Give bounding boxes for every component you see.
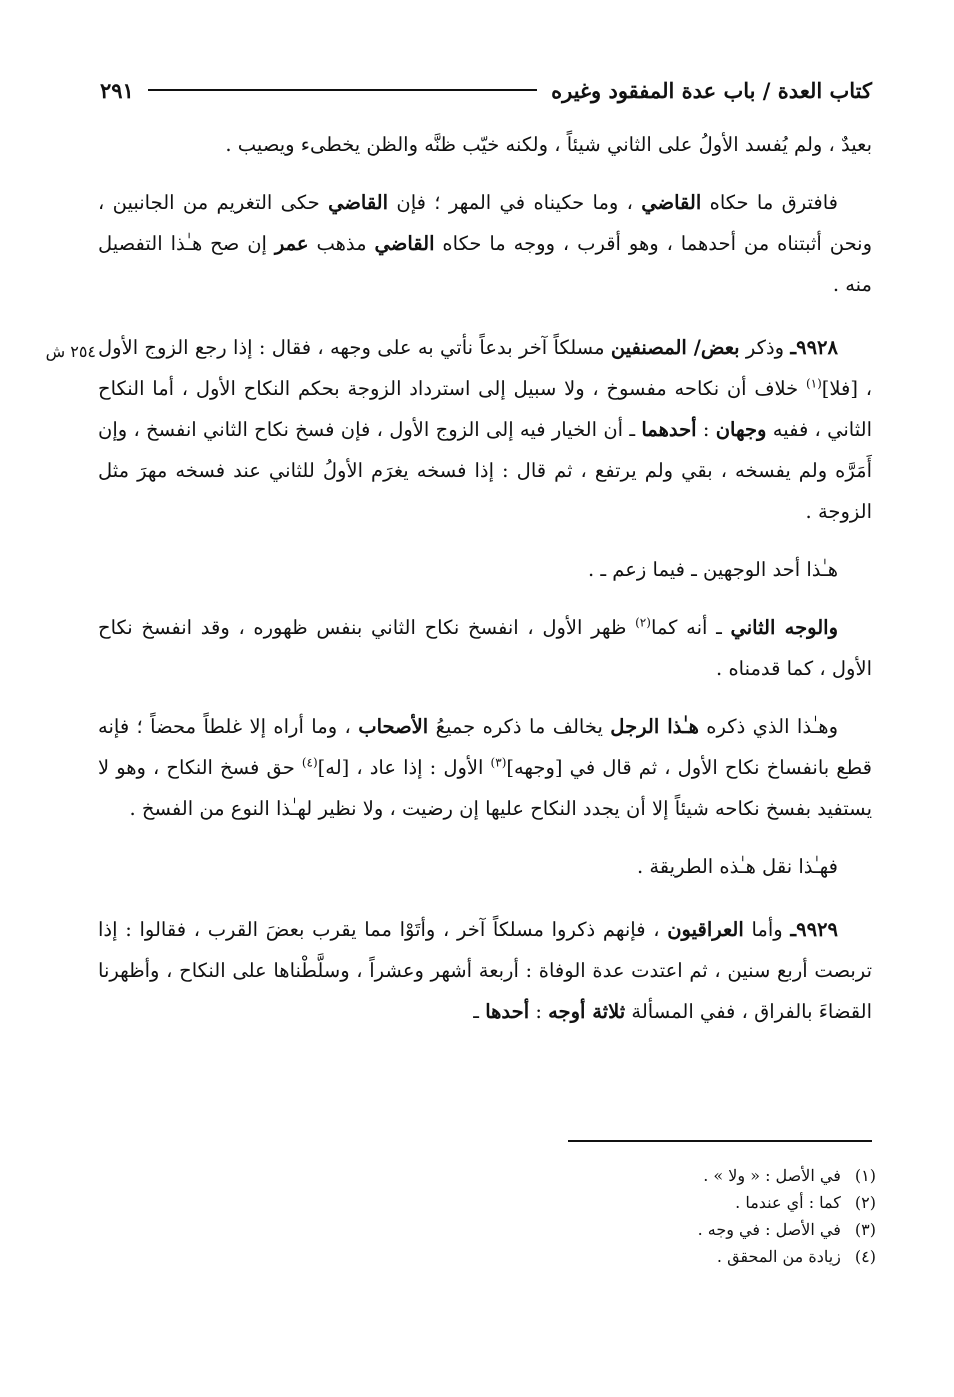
footnote-number: (٢) [854, 1193, 876, 1212]
bold-term: القاضي [641, 191, 702, 214]
footnote [420, 1243, 876, 1270]
footnote [420, 1189, 876, 1216]
footnote [420, 1162, 876, 1189]
footnote-number: (٣) [854, 1220, 876, 1239]
footnote-text: كما : أي عندما . [735, 1193, 841, 1212]
footnote-ref[interactable]: (٤) [301, 755, 318, 770]
bold-term: العراقيون [667, 918, 744, 941]
footnote-number: (٤) [854, 1247, 876, 1266]
main-text [98, 124, 872, 1049]
footnote-text: في الأصل : في وجه . [697, 1220, 841, 1239]
bold-term: ثلاثة أوجه [548, 1000, 626, 1023]
bold-term: القاضي [374, 232, 435, 255]
bold-term: أحدها [485, 1000, 530, 1023]
bold-term: هـٰذا الرجل [610, 715, 699, 738]
paragraph: فافترق ما حكاه القاضي ، وما حكيناه في المهر ؛ فإن القاضي حكى التغريم من الجانبين ، ونحن أثبتناه من أحدهما ، وهو أقرب ، ووجه ما حكاه القاضي مذهب عمر إن صح هـٰذا التفصيل منه . [98, 191, 872, 296]
footnote [420, 1216, 876, 1243]
bold-term: الأصحاب [358, 715, 429, 738]
footnote-ref[interactable]: (١) [805, 376, 822, 391]
issue-number: ٩٩٢٩ـ [790, 918, 838, 941]
bold-term: أحدهما [641, 418, 697, 441]
paragraph: وهـٰذا الذي ذكره هـٰذا الرجل يخالف ما ذكره جميعُ الأصحاب ، وما أراه إلا غلطاً محضاً ؛ فإنه قطع بانفساخ نكاح الأول ، ثم قال في [وجهه]$^{(٣)}$ الأول : إذا عاد ، [له]$^{(٤)}$ حق فسخ النكاح ، وهو لا يستفيد بفسخ نكاحه شيئاً إلا أن يجدد النكاح عليها إن رضيت ، ولا نظير لهـٰذا النوع من الفسخ . [98, 715, 872, 820]
footnote-text: زيادة من المحقق . [716, 1247, 841, 1266]
paragraph: ٩٩٢٩ـ وأما العراقيون ، فإنهم ذكروا مسلكاً آخر ، وأتَوْا مما يقرب بعضَ القرب ، فقالوا : إذا تربصت أربع سنين ، ثم اعتدت عدة الوفاة : أربعة أشهر وعشراً ، وسلَّطْناها على النكاح ، وأظهرنا القضاءَ بالفراق ، ففي المسألة ثلاثة أوجه : أحدها ـ [98, 918, 872, 1023]
margin-manuscript-ref: ٢٥٤ ش [45, 342, 96, 361]
bold-term: عمر [274, 232, 309, 255]
paragraph: بعيدٌ ، ولم يُفسد الأولُ على الثاني شيئاً ، ولكنه خيّب ظنَّه والظن يخطىء ويصيب . [225, 133, 872, 156]
paragraph: والوجه الثاني ـ أنه كما$^{(٢)}$ ظهر الأول ، انفسخ نكاح الثاني بنفس ظهوره ، وقد انفسخ نكاح الأول ، كما قدمناه . [98, 615, 872, 680]
chapter-title: كتاب العدة / باب عدة المفقود وغيره [551, 77, 872, 103]
footnote-number: (١) [854, 1166, 876, 1185]
footnote-text: في الأصل : « ولا » . [703, 1166, 841, 1185]
footnote-ref[interactable]: (٢) [635, 615, 651, 630]
paragraph: ٩٩٢٨ـ وذكر بعض/ المصنفين مسلكاً آخر بدعاً نأتي به على وجهه ، فقال : إذا رجع الزوج الأول ، [فلا]$^{(١)}$ خلاف أن نكاحه مفسوخ ، ولا سبيل إلى استرداد الزوجة بحكم النكاح الأول ، أما النكاح الثاني ، ففيه وجهان : أحدهما ـ أن الخيار فيه إلى الزوج الأول ، فإن فسخ نكاح الثاني انفسخ ، وإن أَمَرَّه ولم يفسخه ، بقي ولم يرتفع ، ثم قال : إذا فسخه يغرَم الأولُ للثاني عند فسخه مهرَ مثل الزوجة . [98, 336, 872, 523]
paragraph: هـٰذا أحد الوجهين ـ فيما زعم ـ . [587, 558, 838, 581]
footnote-separator [568, 1140, 872, 1142]
footnotes [420, 1162, 876, 1270]
bold-term: القاضي [328, 191, 389, 214]
footnote-ref[interactable]: (٣) [490, 755, 507, 770]
header-rule [148, 89, 537, 91]
issue-number: ٩٩٢٨ـ [790, 336, 839, 359]
paragraph: فهـٰذا نقل هـٰذه الطريقة . [636, 855, 838, 878]
bold-term: والوجه الثاني [730, 616, 838, 639]
running-header [100, 70, 872, 110]
bold-term: بعض/ المصنفين [610, 336, 740, 359]
page-number: ٢٩١ [100, 77, 134, 103]
bold-term: وجهان [715, 418, 767, 441]
